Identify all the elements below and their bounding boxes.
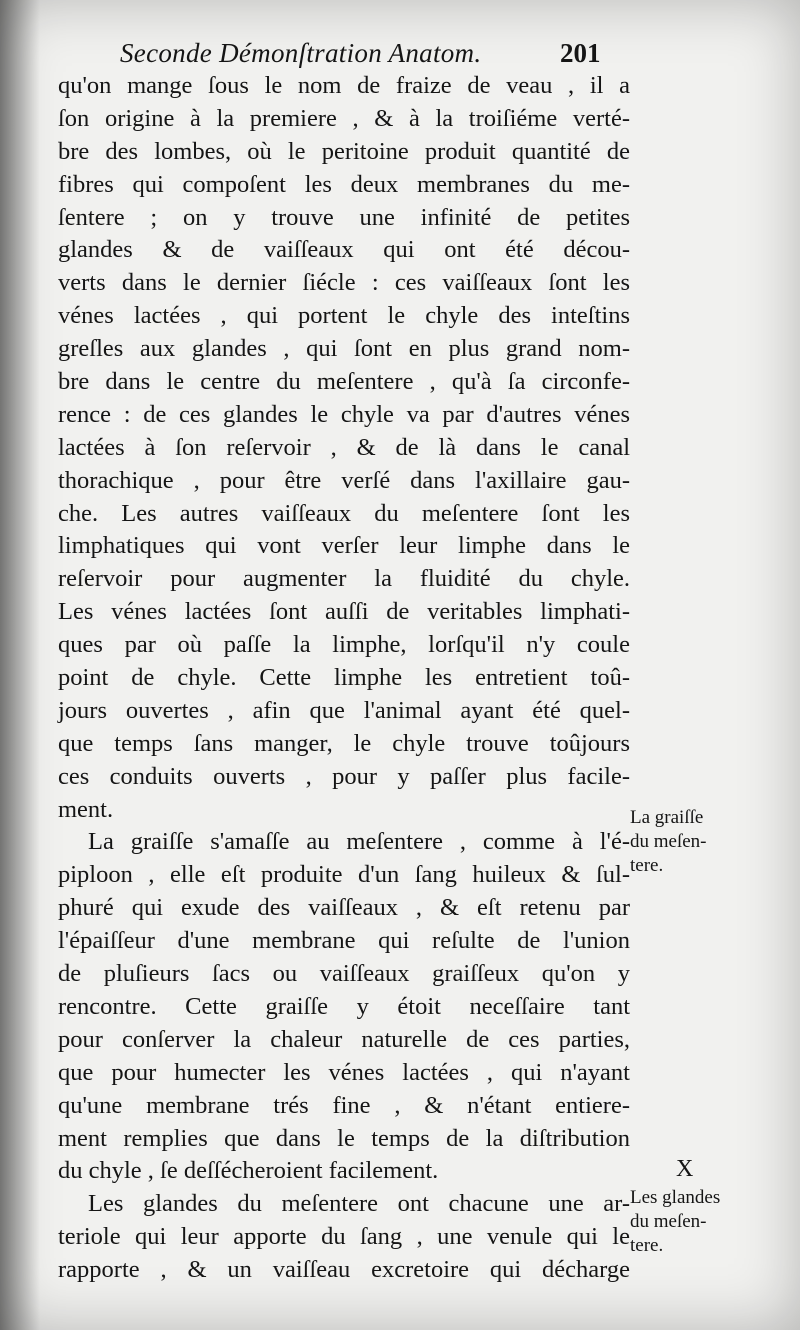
text-line: de pluſieurs ſacs ou vaiſſeaux graiſſeux qu'on y <box>58 960 630 988</box>
marginal-note <box>630 806 770 878</box>
text-line: vénes lactées , qui portent le chyle des inteſtins <box>58 302 630 330</box>
text-line: rapporte , & un vaiſſeau excretoire qui décharge <box>58 1256 630 1284</box>
text-line: teriole qui leur apporte du ſang , une venule qui le <box>58 1223 630 1251</box>
text-line: qu'une membrane trés fine , & n'étant entiere- <box>58 1091 630 1119</box>
text-line: phuré qui exude des vaiſſeaux , & eſt retenu par <box>58 894 630 922</box>
text-line: l'épaiſſeur d'une membrane qui reſulte de l'union <box>58 927 630 955</box>
text-line: point de chyle. Cette limphe les entretient toû- <box>58 664 630 692</box>
text-line: piploon , elle eſt produite d'un ſang huileux & ſul- <box>58 861 630 889</box>
text-line: jours ouvertes , afin que l'animal ayant été quel- <box>58 696 630 724</box>
text-line: bre des lombes, où le peritoine produit quantité de <box>58 137 630 165</box>
text-line: che. Les autres vaiſſeaux du meſentere ſont les <box>58 499 630 527</box>
marginal-note-line: La graiſſe <box>630 807 704 828</box>
text-line: ques par où paſſe la limphe, lorſqu'il n'y coule <box>58 631 630 659</box>
text-line: ſentere ; on y trouve une infinité de petites <box>58 203 630 231</box>
marginal-note-line: Les glandes <box>630 1187 721 1208</box>
text-line: ment. <box>58 795 114 823</box>
text-line: verts dans le dernier ſiécle : ces vaiſſeaux ſont les <box>58 269 630 297</box>
text-line: greſles aux glandes , qui ſont en plus grand nom- <box>58 335 630 363</box>
text-line: fibres qui compoſent les deux membranes du me- <box>58 170 630 198</box>
text-line: rencontre. Cette graiſſe y étoit neceſſaire tant <box>58 992 630 1020</box>
text-line: reſervoir pour augmenter la fluidité du chyle. <box>58 565 630 593</box>
marginal-note-line: du meſen- <box>630 831 707 852</box>
text-line: que pour humecter les vénes lactées , qui n'ayant <box>58 1058 630 1086</box>
running-head: Seconde Démonſtration Anatom. <box>120 38 482 68</box>
text-line: lactées à ſon reſervoir , & de là dans le canal <box>58 433 630 461</box>
text-line: bre dans le centre du meſentere , qu'à ſa circonfe- <box>58 368 630 396</box>
marginal-note-line: du meſen- <box>630 1211 707 1232</box>
text-line: Les vénes lactées ſont auſſi de veritables limphati- <box>58 598 630 626</box>
body-text <box>58 70 630 1287</box>
text-line: Les glandes du meſentere ont chacune une ar- <box>88 1190 630 1218</box>
marginal-note-line: tere. <box>630 1235 664 1256</box>
text-line: du chyle , ſe deſſécheroient facilement. <box>58 1157 439 1185</box>
text-line: La graiſſe s'amaſſe au meſentere , comme à l'é- <box>88 828 630 856</box>
text-line: ces conduits ouverts , pour y paſſer plus facile- <box>58 762 630 790</box>
text-line: limphatiques qui vont verſer leur limphe dans le <box>58 532 630 560</box>
text-line: que temps ſans manger, le chyle trouve toûjours <box>58 729 630 757</box>
text-line: qu'on mange ſous le nom de fraize de veau , il a <box>58 72 630 99</box>
binding-shadow <box>0 0 40 1330</box>
text-line: ment remplies que dans le temps de la diſtribution <box>58 1124 630 1152</box>
signature-mark: X <box>676 1156 694 1182</box>
marginal-note-line: tere. <box>630 855 664 876</box>
marginal-note <box>630 1186 770 1258</box>
text-line: rence : de ces glandes le chyle va par d'autres vénes <box>58 400 630 428</box>
text-line: thorachique , pour être verſé dans l'axillaire gau- <box>58 466 630 494</box>
text-line: glandes & de vaiſſeaux qui ont été décou- <box>58 236 630 264</box>
text-line: pour conſerver la chaleur naturelle de ces parties, <box>58 1025 630 1053</box>
text-line: ſon origine à la premiere , & à la troiſiéme verté- <box>58 104 630 132</box>
page-number: 201 <box>560 38 601 68</box>
